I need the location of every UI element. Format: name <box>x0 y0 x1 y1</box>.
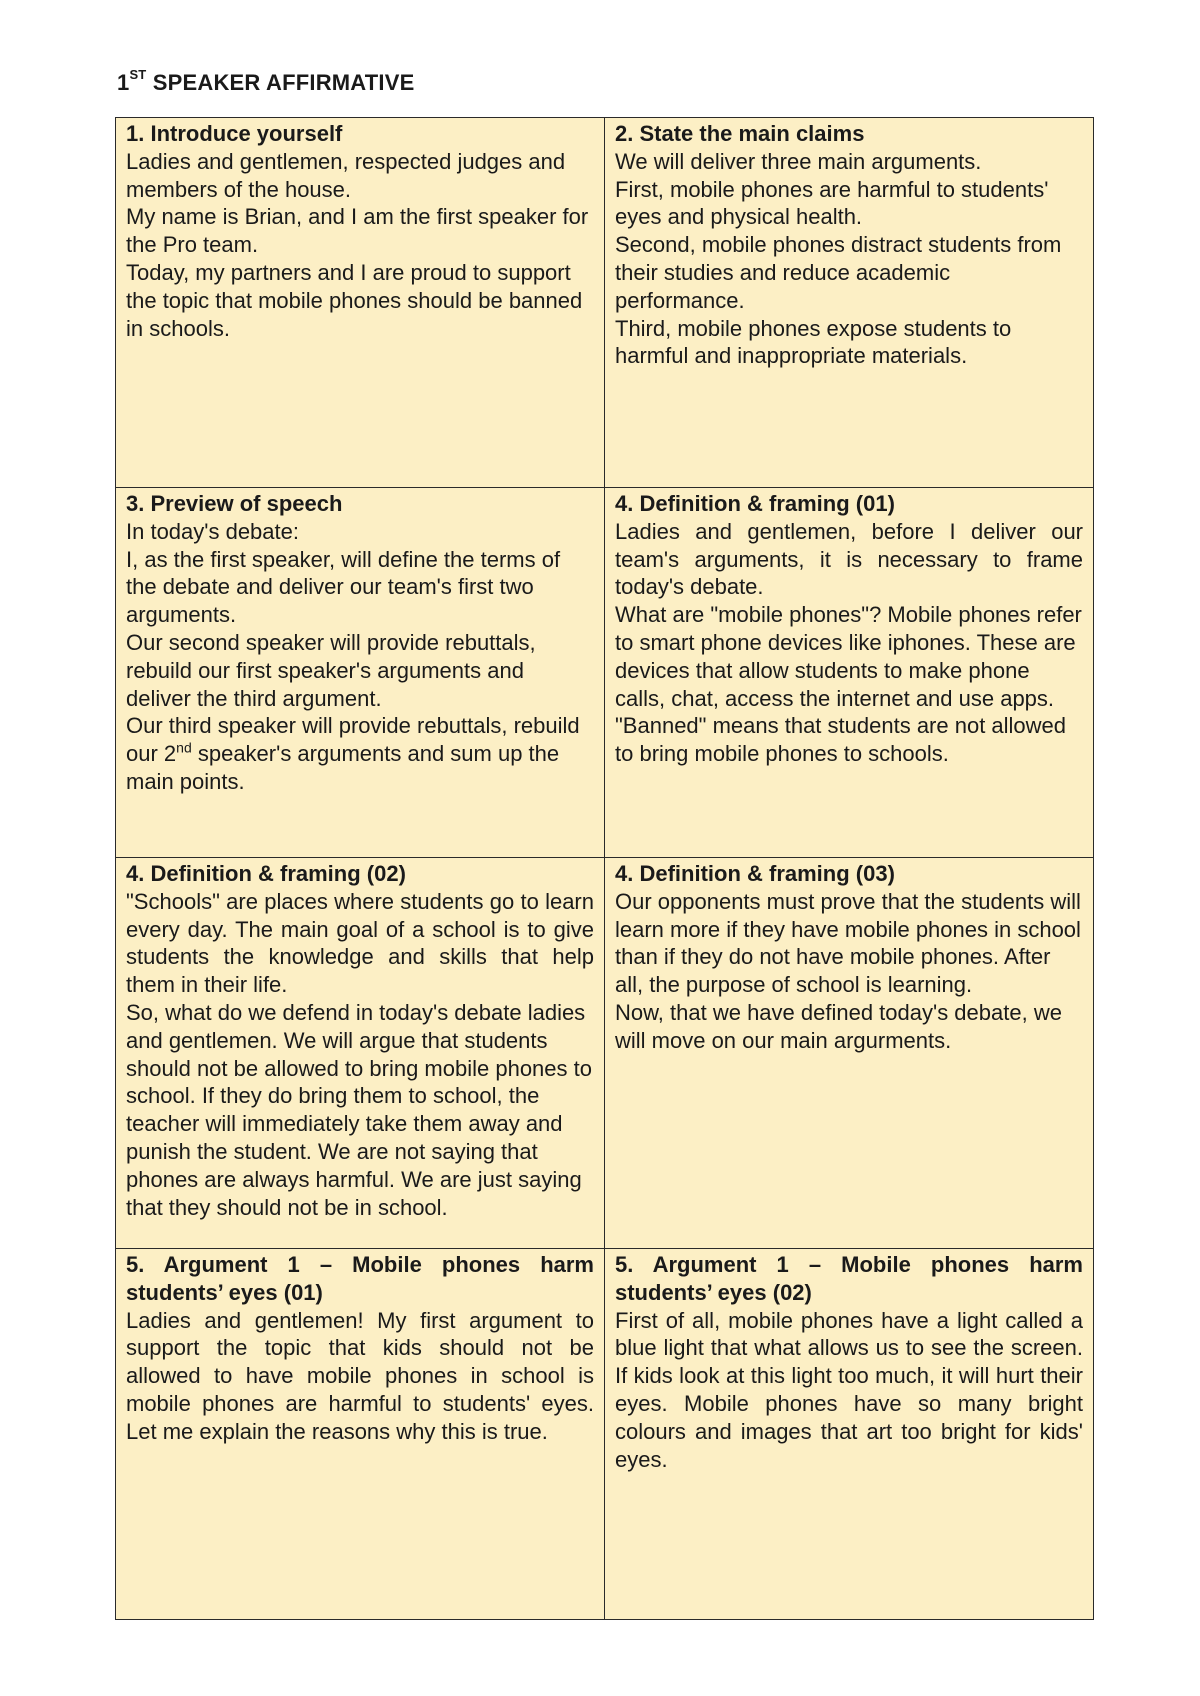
cell-title: 3. Preview of speech <box>126 491 343 516</box>
paragraph: Today, my partners and I are proud to support the topic that mobile phones should be banned in schools. <box>126 259 583 341</box>
paragraph: Now, that we have defined today's debate, we will move on our main argurments. <box>615 999 1062 1053</box>
page-title-text: SPEAKER AFFIRMATIVE <box>152 70 415 95</box>
paragraph: Our opponents must prove that the students will learn more if they have mobile phones in school than if they do not have mobile phones. After all, the purpose of school is learning. <box>615 888 1081 998</box>
cell-introduce-yourself <box>116 118 605 488</box>
table-row <box>116 858 1094 1249</box>
page-title-ordinal: ST <box>129 67 147 82</box>
paragraph: We will deliver three main arguments. <box>615 148 982 174</box>
paragraph: In today's debate: <box>126 518 299 544</box>
cell-title: 4. Definition & framing (02) <box>126 861 406 886</box>
cell-main-claims <box>605 118 1094 488</box>
cell-title: 1. Introduce yourself <box>126 121 343 146</box>
cell-definition-framing-01 <box>605 488 1094 858</box>
cell-title: 4. Definition & framing (03) <box>615 861 895 886</box>
paragraph: "Schools" are places where students go to learn every day. The main goal of a school is to give students the knowledge and skills that help them in their life. <box>126 888 594 998</box>
table-row <box>116 118 1094 488</box>
paragraph-text: Our third speaker will provide rebuttals, rebuild our 2 <box>126 713 580 767</box>
page-title <box>117 67 415 96</box>
paragraph: I, as the first speaker, will define the terms of the debate and deliver our team's first two arguments. <box>126 546 561 628</box>
cell-title: 4. Definition & framing (01) <box>615 491 895 516</box>
paragraph: First, mobile phones are harmful to students' eyes and physical health. <box>615 176 1049 230</box>
paragraph: My name is Brian, and I am the first speaker for the Pro team. <box>126 204 589 258</box>
cell-title: 5. Argument 1 – Mobile phones harm students’ eyes (01) <box>126 1252 594 1305</box>
table-row <box>116 488 1094 858</box>
cell-preview-of-speech <box>116 488 605 858</box>
paragraph: First of all, mobile phones have a light called a blue light that what allows us to see the screen. If kids look at this light too much, it will hurt their eyes. Mobile phones have so many bright colours and images that art too bright for kids' eyes. <box>615 1307 1083 1472</box>
cell-title: 5. Argument 1 – Mobile phones harm students’ eyes (02) <box>615 1252 1083 1305</box>
cell-argument-1-part-02 <box>605 1249 1094 1620</box>
paragraph: So, what do we defend in today's debate ladies and gentlemen. We will argue that students should not be allowed to bring mobile phones to school. If they do bring them to school, the teacher will immediately take them away and punish the student. We are not saying that phones are always harmful. We are just saying that they should not be in school. <box>126 999 592 1220</box>
page-title-number: 1 <box>117 70 130 95</box>
paragraph: Third, mobile phones expose students to harmful and inappropriate materials. <box>615 315 1012 369</box>
paragraph: "Banned" means that students are not allowed to bring mobile phones to schools. <box>615 713 1067 767</box>
cell-title: 2. State the main claims <box>615 121 865 146</box>
cell-definition-framing-03 <box>605 858 1094 1249</box>
cell-argument-1-part-01 <box>116 1249 605 1620</box>
paragraph-text: speaker's arguments and sum up the main points. <box>126 741 560 794</box>
paragraph <box>126 712 594 795</box>
paragraph: Our second speaker will provide rebuttals, rebuild our first speaker's arguments and deliver the third argument. <box>126 629 536 711</box>
table-row <box>116 1249 1094 1620</box>
speech-outline-table <box>115 117 1094 1620</box>
paragraph: What are "mobile phones"? Mobile phones refer to smart phone devices like iphones. These are devices that allow students to make phone calls, chat, access the internet and use apps. <box>615 602 1082 711</box>
paragraph: Ladies and gentlemen, respected judges and members of the house. <box>126 148 566 202</box>
ordinal-suffix: nd <box>176 739 192 756</box>
paragraph: Ladies and gentlemen, before I deliver our team's arguments, it is necessary to frame today's debate. <box>615 518 1083 600</box>
paragraph: Second, mobile phones distract students from their studies and reduce academic performance. <box>615 232 1062 313</box>
cell-definition-framing-02 <box>116 858 605 1249</box>
paragraph: Ladies and gentlemen! My first argument to support the topic that kids should not be allowed to have mobile phones in school is mobile phones are harmful to students' eyes. Let me explain the reasons why this is true. <box>126 1307 594 1444</box>
